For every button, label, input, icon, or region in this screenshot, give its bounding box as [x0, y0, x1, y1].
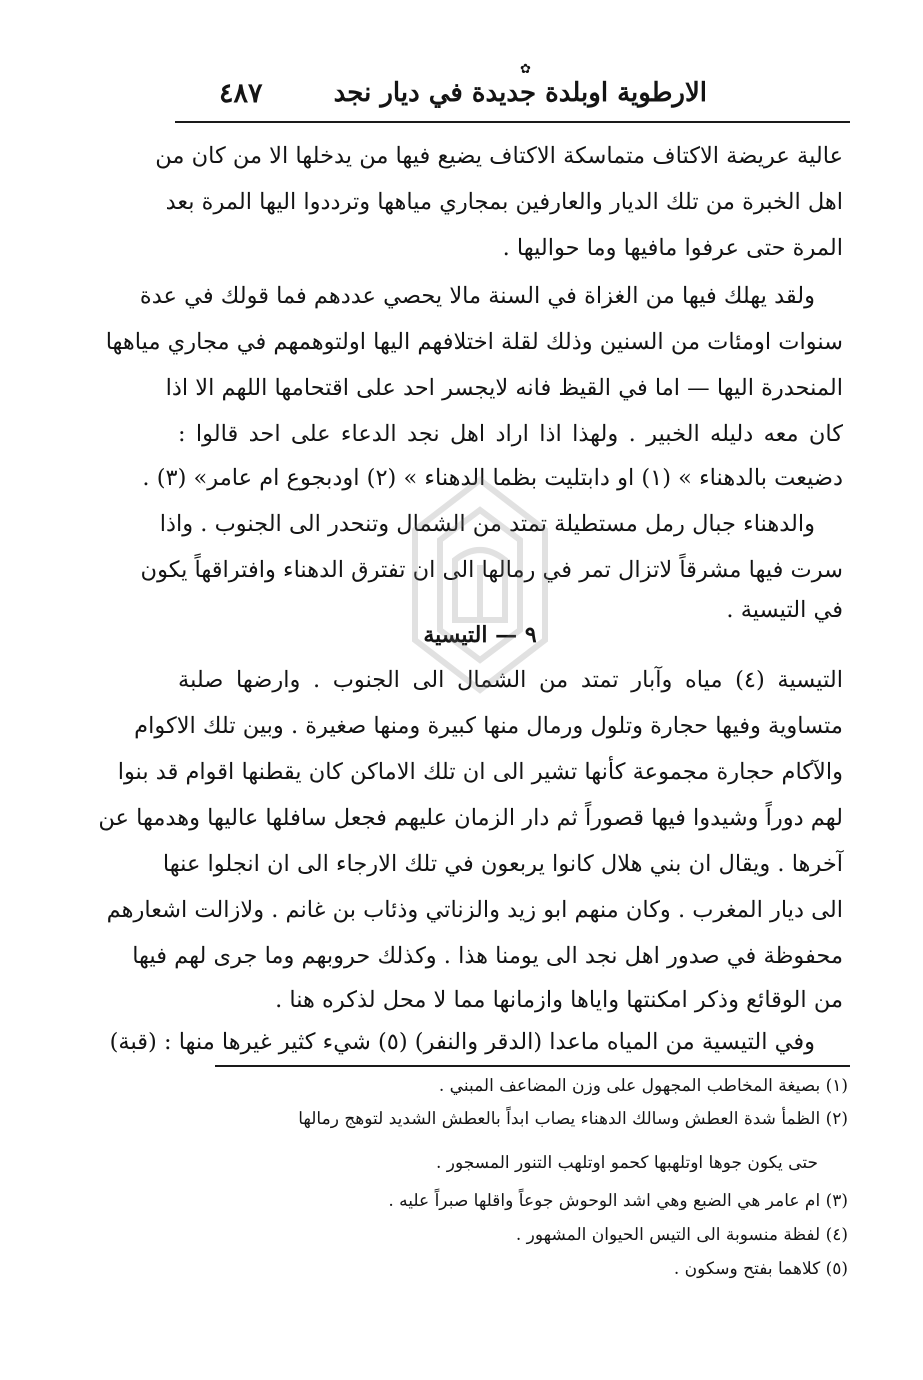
footnote-rule [215, 1065, 850, 1067]
body-line: محفوظة في صدور اهل نجد الى يومنا هذا . وكذلك حروبهم وما جرى لهم فيها [132, 943, 843, 969]
body-line: آخرها . ويقال ان بني هلال كانوا يربعون في تلك الارجاء الى ان انجلوا عنها [162, 851, 843, 877]
body-line: التيسية (٤) مياه وآبار تمتد من الشمال الى الجنوب . وارضها صلبة [178, 667, 843, 693]
section-heading: ٩ — التيسية [423, 622, 537, 648]
body-line: دضيعت بالدهناء » (١) او دابتليت بظما الدهناء » (٢) اودبجوع ام عامر» (٣) . [142, 465, 843, 491]
header-ornament-icon: ✿ [520, 62, 531, 77]
footnote: حتى يكون جوها اوتلهبها كحمو اوتلهب التنور المسجور . [435, 1153, 818, 1173]
header-rule [175, 121, 850, 123]
footnote: (٢) الظمأ شدة العطش وسالك الدهناء يصاب ابداً بالعطش الشديد لتوهج رمالها [298, 1109, 848, 1129]
body-line: كان معه دليله الخبير . ولهذا اذا اراد اهل نجد الدعاء على احد قالوا : [178, 421, 843, 447]
footnote: (١) بصيغة المخاطب المجهول على وزن المضاعف المبني . [438, 1076, 848, 1096]
body-line: الى ديار المغرب . وكان منهم ابو زيد والزناتي وذئاب بن غانم . ولازالت اشعارهم [106, 897, 843, 923]
library-emblem-watermark-icon [395, 470, 565, 700]
body-line: في التيسية . [726, 597, 843, 623]
body-line: ولقد يهلك فيها من الغزاة في السنة مالا يحصي عددهم فما قولك في عدة [139, 283, 815, 309]
body-line: عالية عريضة الاكتاف متماسكة الاكتاف يضيع فيها من يدخلها الا من كان من [155, 143, 843, 169]
body-line: من الوقائع وذكر امكنتها واياها وازمانها مما لا محل لذكره هنا . [275, 987, 843, 1013]
body-line: لهم دوراً وشيدوا فيها قصوراً ثم دار الزمان عليهم فجعل سافلها عاليها وهدمها عن [98, 805, 843, 831]
body-line: سرت فيها مشرقاً لاتزال تمر في رمالها الى ان تفترق الدهناء وافتراقهاً يكون [140, 557, 843, 583]
footnote: (٤) لفظة منسوبة الى التيس الحيوان المشهور . [515, 1225, 848, 1245]
page-number: ٤٨٧ [219, 78, 263, 109]
body-line: والآكام حجارة مجموعة كأنها تشير الى ان تلك الاماكن كان يقطنها اقوام قد بنوا [117, 759, 843, 785]
body-line: المرة حتى عرفوا مافيها وما حواليها . [502, 235, 843, 261]
body-line: المنحدرة اليها — اما في القيظ فانه لايجسر احد على اقتحامها اللهم الا اذا [165, 375, 843, 401]
running-head: الارطوية اوبلدة جديدة في ديار نجد [333, 78, 707, 108]
body-line: والدهناء جبال رمل مستطيلة تمتد من الشمال وتنحدر الى الجنوب . واذا [159, 511, 815, 537]
body-line: اهل الخبرة من تلك الديار والعارفين بمجاري مياهها وترددوا اليها المرة بعد [165, 189, 843, 215]
footnote: (٥) كلاهما بفتح وسكون . [673, 1259, 848, 1279]
body-line: متساوية وفيها حجارة وتلول ورمال منها كبيرة ومنها صغيرة . وبين تلك الاكوام [134, 713, 843, 739]
body-line: وفي التيسية من المياه ماعدا (الدقر والنفر) (٥) شيء كثير غيرها منها : (قبة) [109, 1029, 815, 1055]
body-line: سنوات اومئات من السنين وذلك لقلة اختلافهم اليها اولتوهمهم في مجاري مياهها [105, 329, 843, 355]
footnote: (٣) ام عامر هي الضبع وهي اشد الوحوش جوعاً واقلها صبراً عليه . [388, 1191, 848, 1211]
